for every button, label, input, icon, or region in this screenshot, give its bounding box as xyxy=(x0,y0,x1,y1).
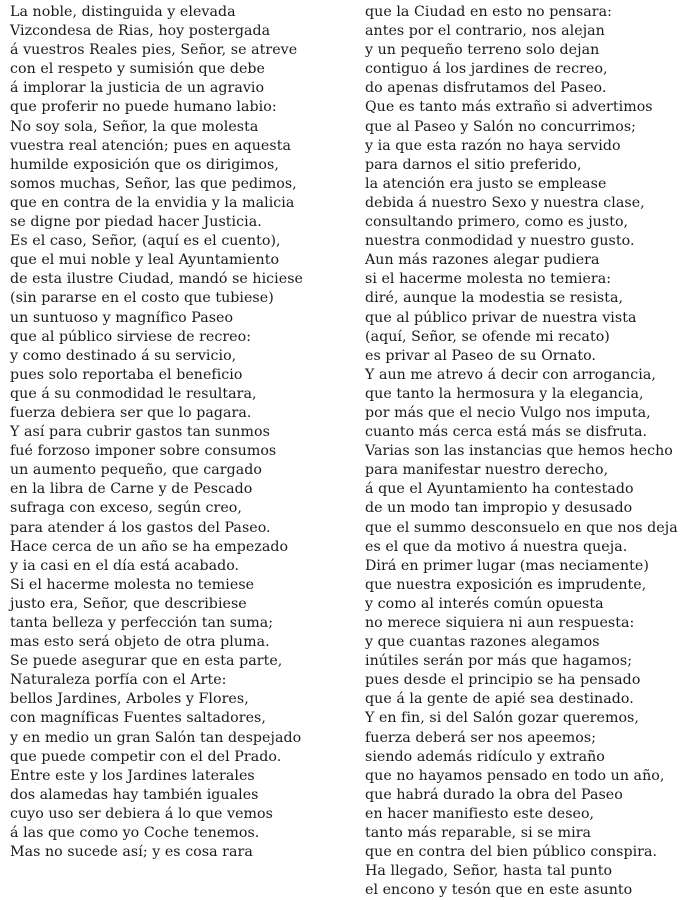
verse-line: Entre este y los Jardines laterales xyxy=(10,767,255,784)
verse-line: somos muchas, Señor, las que pedimos, xyxy=(10,175,297,192)
verse-line: cuyo uso ser debiera á lo que vemos xyxy=(10,805,273,822)
verse-line: Es el caso, Señor, (aquí es el cuento), xyxy=(10,233,281,250)
verse-line: diré, aunque la modestia se resista, xyxy=(365,290,624,307)
verse-line: tanta belleza y perfección tan suma; xyxy=(10,615,274,631)
verse-line: en hacer manifiesto este deseo, xyxy=(365,805,595,822)
verse-line: que el summo desconsuelo en que nos deja xyxy=(365,519,678,536)
verse-line: bellos Jardines, Arboles y Flores, xyxy=(10,691,249,708)
verse-line: mas esto será objeto de otra pluma. xyxy=(10,634,270,651)
verse-line: es el que da motivo á nuestra queja. xyxy=(365,538,628,555)
verse-line: nuestra conmodidad y nuestro gusto. xyxy=(365,233,635,250)
verse-line: de esta ilustre Ciudad, mandó se hiciese xyxy=(10,271,303,288)
verse-line: se digne por piedad hacer Justicia. xyxy=(10,214,262,231)
verse-line: para manifestar nuestro derecho, xyxy=(365,462,609,479)
verse-line: cuanto más cerca está más se disfruta. xyxy=(365,424,648,441)
verse-line: á implorar la justicia de un agravio xyxy=(10,80,265,97)
verse-line: que el mui noble y leal Ayuntamiento xyxy=(10,252,280,269)
verse-line: justo era, Señor, que describiese xyxy=(10,595,247,612)
verse-line: de un modo tan impropio y desusado xyxy=(365,500,633,517)
verse-line: para darnos el sitio preferido, xyxy=(365,156,582,173)
verse-line: y ia que esta razón no haya servido xyxy=(365,137,621,154)
verse-line: que proferir no puede humano labio: xyxy=(10,99,277,116)
verse-line: que á su conmodidad le resultara, xyxy=(10,385,257,402)
verse-line: que á la gente de apié sea destinado. xyxy=(365,691,634,708)
verse-line: contiguo á los jardines de recreo, xyxy=(365,61,608,78)
verse-line: Y así para cubrir gastos tan sunmos xyxy=(10,424,270,441)
verse-line: antes por el contrario, nos alejan xyxy=(365,23,605,40)
verse-line: sufraga con exceso, según creo, xyxy=(10,500,242,517)
verse-line: que habrá durado la obra del Paseo xyxy=(365,786,623,803)
verse-line: fué forzoso imponer sobre consumos xyxy=(10,443,277,460)
right-column xyxy=(365,3,695,900)
verse-line: (aquí, Señor, se ofende mi recato) xyxy=(365,328,610,345)
verse-line: y que cuantas razones alegamos xyxy=(365,634,600,651)
verse-line: que al público privar de nuestra vista xyxy=(365,309,637,326)
verse-line: dos alamedas hay también iguales xyxy=(10,786,259,803)
verse-line: do apenas disfrutamos del Paseo. xyxy=(365,80,607,97)
verse-line: es privar al Paseo de su Ornato. xyxy=(365,347,596,364)
verse-line: un suntuoso y magnífico Paseo xyxy=(10,309,234,326)
verse-line: que nuestra exposición es imprudente, xyxy=(365,576,647,593)
verse-line: (sin pararse en el costo que tubiese) xyxy=(10,290,274,307)
verse-line: con magníficas Fuentes saltadores, xyxy=(10,710,266,727)
verse-line: para atender á los gastos del Paseo. xyxy=(10,519,271,536)
verse-line: que en contra de la envidia y la malicia xyxy=(10,194,295,211)
verse-line: y como al interés común opuesta xyxy=(365,595,604,612)
verse-line: que puede competir con el del Prado. xyxy=(10,748,282,765)
verse-line: á que el Ayuntamiento ha contestado xyxy=(365,481,634,498)
verse-line: que al Paseo y Salón no concurrimos; xyxy=(365,118,637,135)
verse-line: siendo además ridículo y extraño xyxy=(365,748,605,765)
verse-line: No soy sola, Señor, la que molesta xyxy=(10,118,259,135)
verse-line: Aun más razones alegar pudiera xyxy=(365,252,600,269)
verse-line: y en medio un gran Salón tan despejado xyxy=(10,729,302,746)
verse-line: Que es tanto más extraño si advertimos xyxy=(365,99,653,116)
verse-line: Mas no sucede así; y es cosa rara xyxy=(10,844,253,861)
verse-line: que en contra del bien público conspira. xyxy=(365,844,658,861)
verse-line: humilde exposición que os dirigimos, xyxy=(10,156,279,173)
verse-line: La noble, distinguida y elevada xyxy=(10,4,236,20)
verse-line: vuestra real atención; pues en aquesta xyxy=(10,137,291,154)
verse-line: á las que como yo Coche tenemos. xyxy=(10,825,260,842)
verse-line: consultando primero, como es justo, xyxy=(365,214,629,231)
verse-line: que la Ciudad en esto no pensara: xyxy=(365,4,612,20)
verse-line: Naturaleza porfía con el Arte: xyxy=(10,672,227,689)
verse-line: el encono y tesón que en este asunto xyxy=(365,882,633,899)
verse-line: fuerza deberá ser nos apeemos; xyxy=(365,729,597,746)
verse-line: Ha llegado, Señor, hasta tal punto xyxy=(365,863,613,880)
verse-line: no merece siquiera ni aun respuesta: xyxy=(365,615,635,631)
verse-line: Se puede asegurar que en esta parte, xyxy=(10,653,283,670)
verse-line: un aumento pequeño, que cargado xyxy=(10,462,262,479)
verse-line: Hace cerca de un año se ha empezado xyxy=(10,538,289,555)
verse-line: con el respeto y sumisión que debe xyxy=(10,61,265,78)
verse-line: que tanto la hermosura y la elegancia, xyxy=(365,385,644,402)
verse-line: fuerza debiera ser que lo pagara. xyxy=(10,404,252,421)
verse-line: que al público sirviese de recreo: xyxy=(10,328,252,345)
verse-line: á vuestros Reales pies, Señor, se atreve xyxy=(10,42,298,59)
left-column xyxy=(10,3,355,862)
verse-line: y un pequeño terreno solo dejan xyxy=(365,42,600,59)
verse-line: si el hacerme molesta no temiera: xyxy=(365,271,612,288)
verse-line: Y en fin, si del Salón gozar queremos, xyxy=(365,710,639,727)
verse-line: inútiles serán por más que hagamos; xyxy=(365,653,633,670)
verse-line: debida á nuestro Sexo y nuestra clase, xyxy=(365,194,645,211)
verse-line: tanto más reparable, si se mira xyxy=(365,825,592,842)
verse-line: Varias son las instancias que hemos hecho xyxy=(365,443,673,460)
verse-line: y ia casi en el día está acabado. xyxy=(10,557,240,574)
verse-line: Vizcondesa de Rias, hoy postergada xyxy=(10,23,271,40)
verse-line: Dirá en primer lugar (mas neciamente) xyxy=(365,557,649,574)
verse-line: la atención era justo se emplease xyxy=(365,175,607,192)
verse-line: en la libra de Carne y de Pescado xyxy=(10,481,253,498)
verse-line: por más que el necio Vulgo nos imputa, xyxy=(365,404,651,421)
verse-line: Si el hacerme molesta no temiese xyxy=(10,576,255,593)
verse-line: que no hayamos pensado en todo un año, xyxy=(365,767,665,784)
verse-line: pues desde el principio se ha pensado xyxy=(365,672,641,689)
verse-line: pues solo reportaba el beneficio xyxy=(10,366,243,383)
verse-line: Y aun me atrevo á decir con arrogancia, xyxy=(365,366,656,383)
verse-line: y como destinado á su servicio, xyxy=(10,347,237,364)
